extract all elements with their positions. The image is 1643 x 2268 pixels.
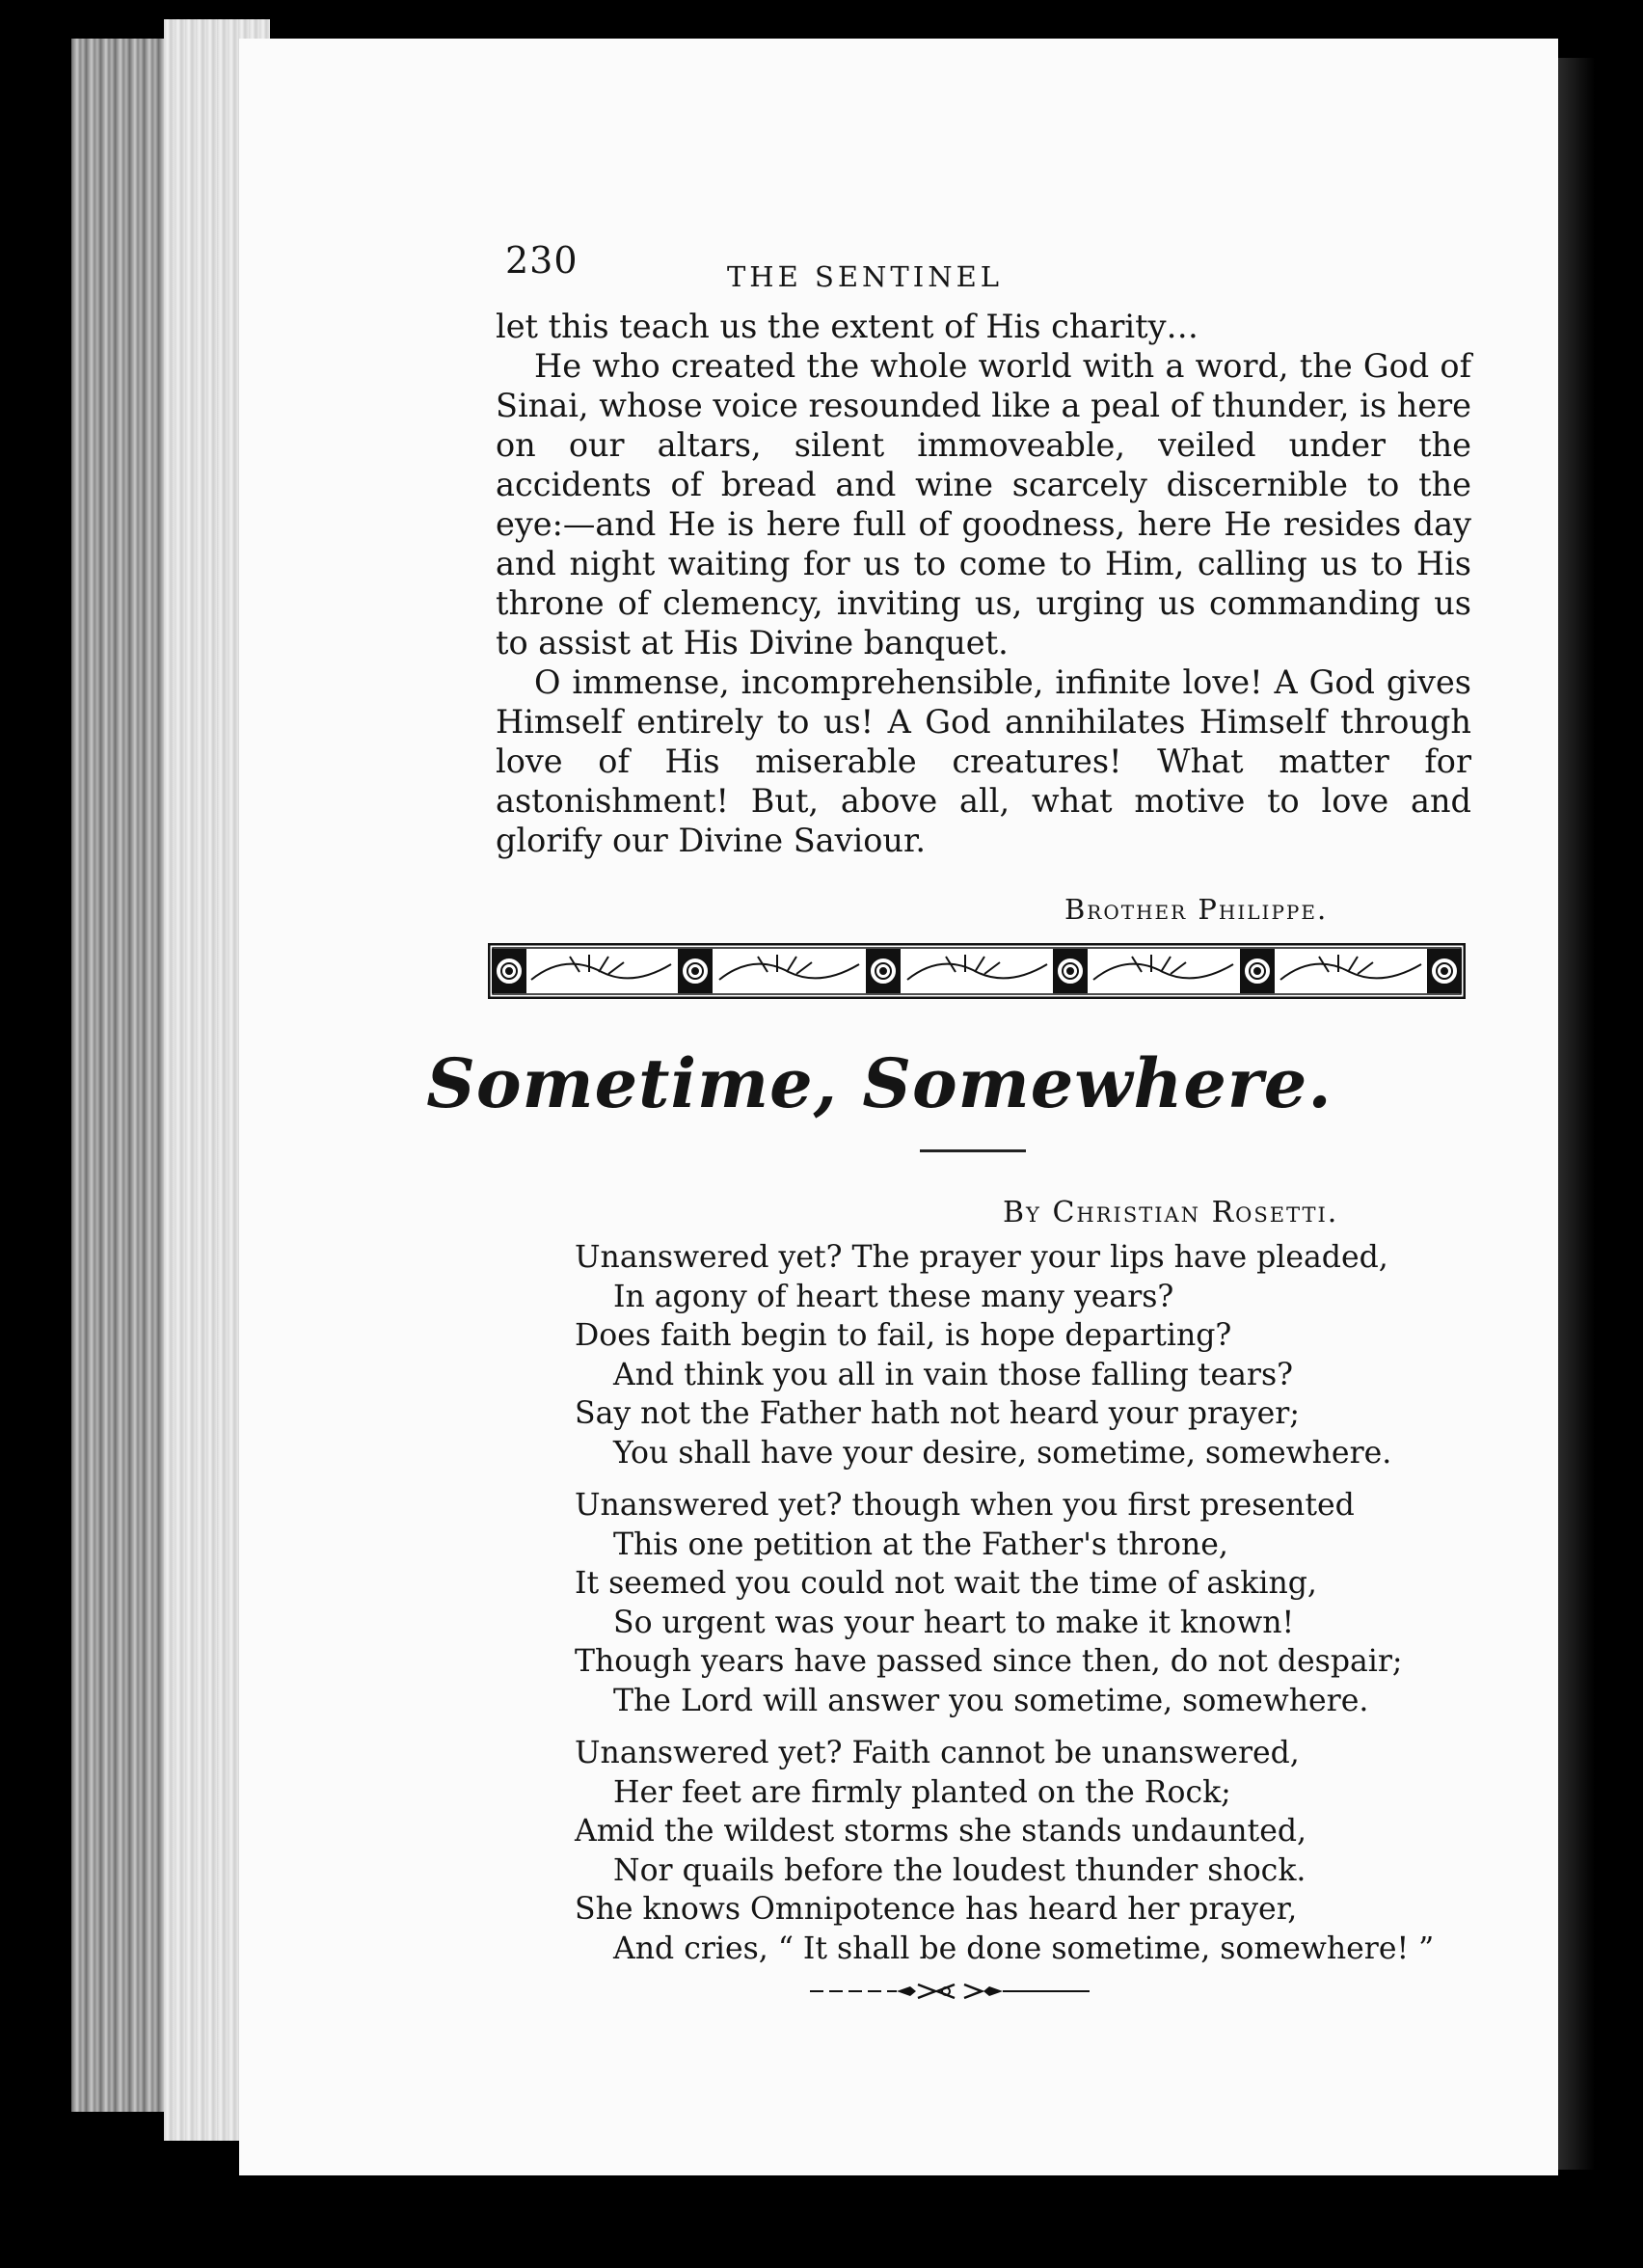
poem-line: Does faith begin to fail, is hope departing? <box>575 1318 1232 1353</box>
running-head: THE SENTINEL <box>726 260 1004 293</box>
ornamental-border-band <box>488 943 1466 999</box>
poem-line: So urgent was your heart to make it known! <box>613 1605 1295 1640</box>
poem-line: The Lord will answer you sometime, somewhere. <box>613 1683 1369 1718</box>
poem-line: She knows Omnipotence has heard her prayer, <box>575 1892 1298 1927</box>
poem-byline: By Christian Rosetti. <box>1003 1196 1339 1229</box>
poem-line: In agony of heart these many years? <box>613 1279 1174 1314</box>
stanza <box>575 1734 1442 1968</box>
poem-line: Unanswered yet? The prayer your lips have pleaded, <box>575 1240 1388 1275</box>
stanza <box>575 1238 1442 1472</box>
poem-title: Sometime, Somewhere. <box>426 1043 1333 1123</box>
end-flourish-icon <box>810 1977 1090 2006</box>
poem-line: Unanswered yet? though when you first presented <box>575 1488 1355 1523</box>
paragraph: O immense, incomprehensible, infinite love! A God gives Himself entirely to us! A God annihilates Himself through love of His miserable creatures! What matter for astonishment! But, above all, what motive to love and glorify our Divine Saviour. <box>496 663 1471 859</box>
stanza <box>575 1486 1442 1720</box>
poem-line: And think you all in vain those falling tears? <box>613 1357 1293 1392</box>
poem-line: Unanswered yet? Faith cannot be unanswered, <box>575 1736 1300 1770</box>
poem-line: Her feet are firmly planted on the Rock; <box>613 1774 1231 1810</box>
poem-line: Nor quails before the loudest thunder shock. <box>613 1852 1306 1888</box>
title-rule <box>920 1149 1026 1152</box>
article-body <box>496 307 1471 860</box>
poem-line: And cries, “ It shall be done sometime, somewhere! ” <box>613 1930 1435 1966</box>
poem-line: Amid the wildest storms she stands undaunted, <box>575 1814 1307 1849</box>
poem-line: Though years have passed since then, do not despair; <box>575 1644 1403 1679</box>
paragraph: He who created the whole world with a word, the God of Sinai, whose voice resounded like a peal of thunder, is here on our altars, silent immoveable, veiled under the accidents of bread and wine scarcely discernible to the eye:—and He is here full of goodness, here He resides day and night waiting for us to come to Him, calling us to His throne of clemency, inviting us, urging us commanding us to assist at His Divine banquet. <box>496 347 1471 662</box>
paragraph: let this teach us the extent of His charity… <box>496 308 1199 345</box>
poem-line: Say not the Father hath not heard your prayer; <box>575 1396 1300 1431</box>
author-signature: Brother Philippe. <box>1064 893 1329 926</box>
poem-line: You shall have your desire, sometime, somewhere. <box>613 1435 1392 1471</box>
poem-body <box>575 1238 1442 1982</box>
poem-line: It seemed you could not wait the time of asking, <box>575 1566 1317 1601</box>
page-number: 230 <box>505 239 579 282</box>
poem-line: This one petition at the Father's throne, <box>613 1526 1228 1562</box>
